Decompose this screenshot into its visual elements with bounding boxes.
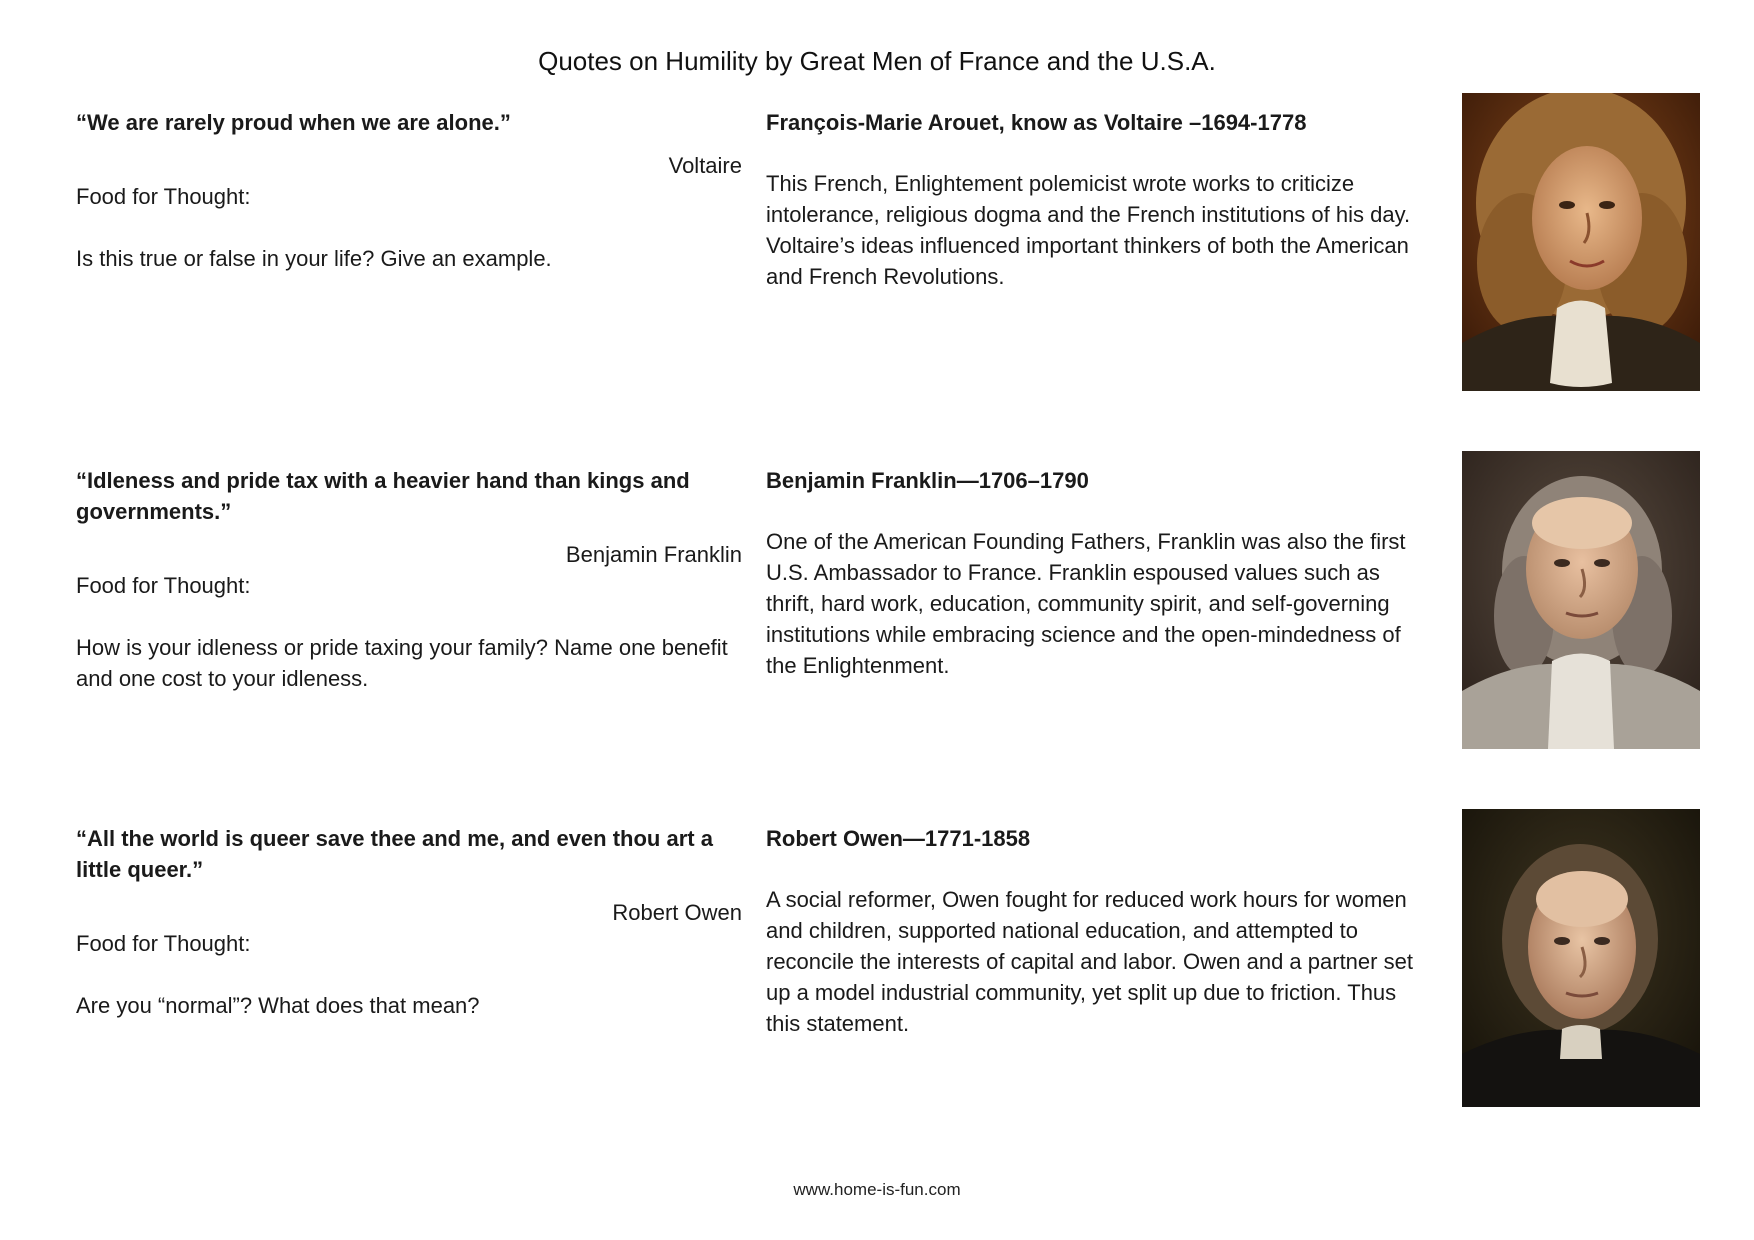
bio-column	[766, 823, 1426, 1039]
quote-column	[76, 107, 742, 274]
bio-text: One of the American Founding Fathers, Franklin was also the first U.S. Ambassador to France. Franklin espoused values such as thrift, hard work, education, community spirit, and self-governing institutions while embracing science and the open-mindedness of the Enlightenment.	[766, 529, 1406, 678]
portrait-voltaire	[1462, 93, 1700, 391]
quote-attribution: Robert Owen	[612, 900, 742, 925]
footer-website: www.home-is-fun.com	[793, 1180, 961, 1199]
bio-heading: Benjamin Franklin—1706–1790	[766, 468, 1089, 493]
food-for-thought-question: Are you “normal”? What does that mean?	[76, 993, 480, 1018]
bio-text: A social reformer, Owen fought for reduced work hours for women and children, supported national education, and attempted to reconcile the interests of capital and labor. Owen and a partner set up a model industrial community, yet split up due to friction. Thus this statement.	[766, 887, 1413, 1036]
bio-text: This French, Enlightement polemicist wrote works to criticize intolerance, religious dogma and the French institutions of his day. Voltaire’s ideas influenced important thinkers of both the American and French Revolutions.	[766, 171, 1411, 289]
food-for-thought-label: Food for Thought:	[76, 931, 251, 956]
bio-column	[766, 465, 1426, 681]
food-for-thought-label: Food for Thought:	[76, 184, 251, 209]
quote-column	[76, 465, 742, 694]
quote-text: “All the world is queer save thee and me, and even thou art a little queer.”	[76, 826, 713, 882]
quote-column	[76, 823, 742, 1021]
quote-text: “Idleness and pride tax with a heavier hand than kings and governments.”	[76, 468, 690, 524]
food-for-thought-label: Food for Thought:	[76, 573, 251, 598]
quote-attribution: Benjamin Franklin	[565, 542, 742, 567]
quote-entry-owen	[0, 823, 1754, 1123]
portrait-owen	[1462, 809, 1700, 1107]
portrait-franklin	[1462, 451, 1700, 749]
bio-heading: François-Marie Arouet, know as Voltaire –1694-1778	[766, 110, 1307, 135]
quote-entry-voltaire	[0, 107, 1754, 407]
food-for-thought-question: How is your idleness or pride taxing your family? Name one benefit and one cost to your idleness.	[76, 635, 728, 691]
food-for-thought-question: Is this true or false in your life? Give an example.	[76, 246, 552, 271]
quote-entry-franklin	[0, 465, 1754, 765]
bio-column	[766, 107, 1426, 292]
page-title: Quotes on Humility by Great Men of France and the U.S.A.	[538, 46, 1216, 76]
bio-heading: Robert Owen—1771-1858	[766, 826, 1031, 851]
quote-attribution: Voltaire	[668, 153, 742, 178]
quote-text: “We are rarely proud when we are alone.”	[76, 110, 511, 135]
